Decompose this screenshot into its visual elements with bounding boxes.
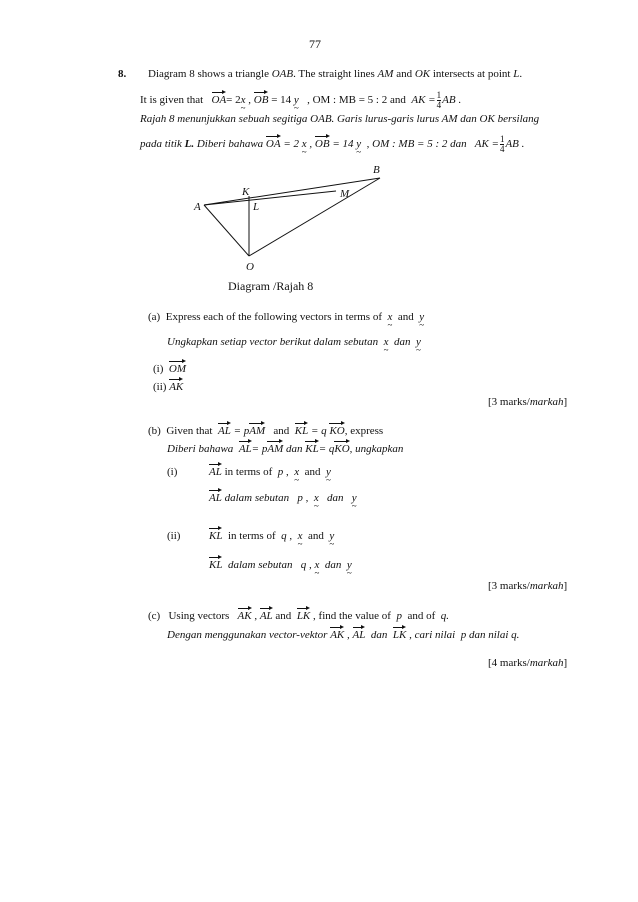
part-b-ii-label: (ii) — [167, 530, 181, 542]
label-l: L — [253, 201, 260, 213]
label-b: B — [373, 164, 380, 176]
label-a: A — [194, 201, 201, 213]
side-oa — [204, 205, 249, 256]
diagram-caption: Diagram /Rajah 8 — [228, 279, 314, 293]
side-ab — [204, 178, 380, 205]
part-b-i-ms: AL dalam sebutan p , x ~ dan y ~ — [209, 492, 357, 505]
part-a-ii: (ii) AK — [153, 381, 184, 393]
part-b-i-en: AL in terms of p , x ~ and y ~ — [209, 466, 331, 479]
question-number: 8. — [118, 68, 127, 80]
part-b-ii-en: KL in terms of q , x ~ and y ~ — [209, 530, 334, 543]
part-a-i: (i) OM — [153, 363, 186, 375]
question-intro-ms: Rajah 8 menunjukkan sebuah segitiga OAB. Garis lurus-garis lurus AM dan OK bersilang — [140, 113, 540, 125]
part-b-ii-ms: KL dalam sebutan q , x ~ dan y ~ — [209, 559, 352, 572]
question-given-ms: pada titik L. Diberi bahawa OA = 2 x ~ , OB = 14 y ~ , OM : MB = 5 : 2 dan AK = $\frac{1}{4}$ AB . — [140, 135, 524, 154]
side-bo — [249, 178, 380, 256]
label-m: M — [340, 188, 350, 200]
part-b-marks: [3 marks/markah] — [488, 580, 568, 592]
part-b-en: (b) Given that AL = pAM and KL = q KO, express — [148, 425, 384, 437]
page-number: 77 — [309, 37, 321, 51]
part-c-marks: [4 marks/markah] — [488, 657, 568, 669]
line-am — [204, 191, 336, 205]
label-k: K — [242, 186, 250, 198]
label-o: O — [246, 261, 254, 273]
question-intro-en: Diagram 8 shows a triangle OAB. The straight lines AM and OK intersects at point L. — [148, 68, 523, 80]
part-a-marks: [3 marks/markah] — [488, 396, 568, 408]
part-c-en: (c) Using vectors AK , AL and LK , find the value of p and of q. — [148, 610, 449, 622]
part-c-ms: Dengan menggunakan vector-vektor AK , AL dan LK , cari nilai p dan nilai q. — [167, 629, 520, 641]
part-a-ms: Ungkapkan setiap vector berikut dalam sebutan x ~ dan y ~ — [167, 336, 421, 349]
part-b-ms: Diberi bahawa AL= pAM dan KL= qKO, ungkapkan — [167, 443, 404, 455]
part-b-i-label: (i) — [167, 466, 178, 478]
question-given-en: It is given that OA= 2x ~ , OB = 14 y ~ , OM : MB = 5 : 2 and AK = $\frac{1}{4}$ AB . — [140, 91, 461, 110]
part-a-en: (a) Express each of the following vectors in terms of x ~ and y ~ — [148, 311, 424, 324]
